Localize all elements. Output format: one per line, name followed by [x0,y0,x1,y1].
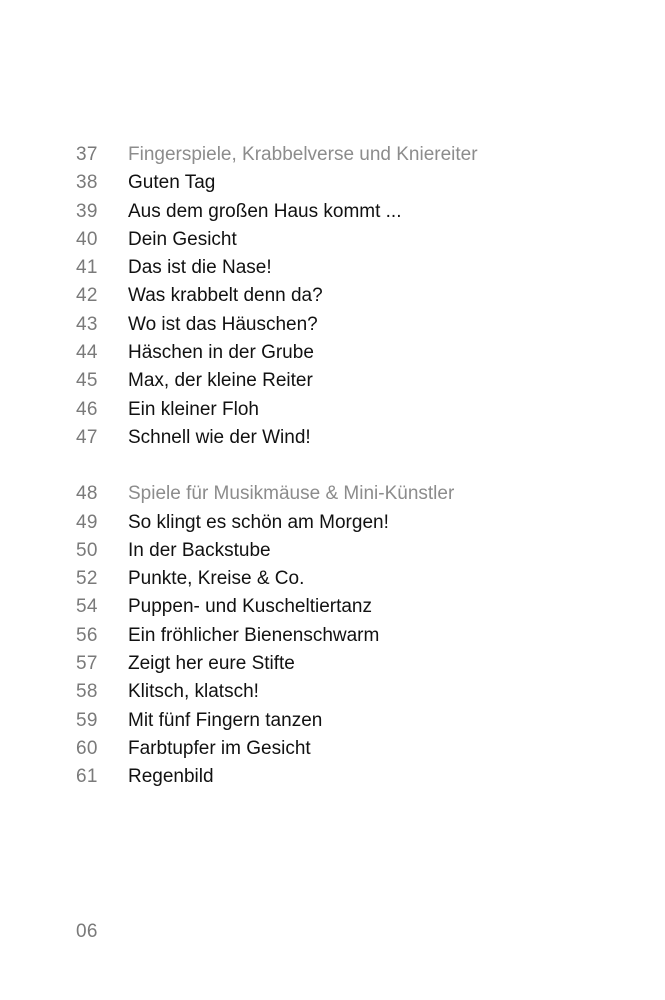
page-number: 44 [76,342,98,364]
toc-entry [76,169,596,197]
entry-title: Zeigt her eure Stifte [128,653,295,675]
toc-entry [76,678,596,706]
page-number: 60 [76,737,98,759]
section-heading [76,480,596,508]
toc-section-musikmaeuse [76,480,596,791]
page-number: 48 [76,483,98,505]
entry-title: Dein Gesicht [128,228,237,250]
page-number: 40 [76,228,98,250]
toc-entry [76,396,596,424]
section-title: Spiele für Musikmäuse & Mini-Künstler [128,483,455,505]
entry-title: Guten Tag [128,172,216,194]
toc-entry [76,424,596,452]
entry-title: Regenbild [128,766,214,788]
toc-entry [76,537,596,565]
page-number: 37 [76,144,98,165]
toc-entry [76,735,596,763]
toc-entry [76,339,596,367]
toc-entry [76,282,596,310]
page-number: 52 [76,568,98,590]
page-folio: 06 [76,921,98,942]
entry-title: Farbtupfer im Gesicht [128,737,311,759]
toc-entry [76,198,596,226]
section-title: Fingerspiele, Krabbelverse und Kniereiter [128,144,478,165]
page-number: 38 [76,172,98,194]
entry-title: Aus dem großen Haus kommt ... [128,200,402,222]
toc-entry [76,622,596,650]
page-number: 56 [76,624,98,646]
toc-entry [76,565,596,593]
entry-title: Klitsch, klatsch! [128,681,259,703]
toc-entry [76,254,596,282]
entry-title: In der Backstube [128,539,271,561]
page-number: 39 [76,200,98,222]
toc-entry [76,509,596,537]
page-number: 61 [76,766,98,788]
entry-title: Das ist die Nase! [128,257,272,279]
toc-entry [76,707,596,735]
entry-title: Was krabbelt denn da? [128,285,323,307]
toc-entry [76,226,596,254]
page-number: 41 [76,257,98,279]
entry-title: Wo ist das Häuschen? [128,313,318,335]
entry-title: Max, der kleine Reiter [128,370,313,392]
toc-entry [76,311,596,339]
page-number: 43 [76,313,98,335]
page-number: 59 [76,709,98,731]
page-number: 54 [76,596,98,618]
entry-title: Häschen in der Grube [128,342,314,364]
toc-entry [76,593,596,621]
page-number: 57 [76,653,98,675]
page-number: 42 [76,285,98,307]
entry-title: So klingt es schön am Morgen! [128,511,389,533]
page-number: 47 [76,426,98,448]
entry-title: Puppen- und Kuscheltiertanz [128,596,372,618]
entry-title: Ein fröhlicher Bienenschwarm [128,624,380,646]
table-of-contents [76,141,596,792]
toc-entry [76,650,596,678]
page-number: 45 [76,370,98,392]
entry-title: Mit fünf Fingern tanzen [128,709,323,731]
entry-title: Schnell wie der Wind! [128,426,311,448]
page-number: 50 [76,539,98,561]
toc-entry [76,367,596,395]
page-number: 49 [76,511,98,533]
entry-title: Ein kleiner Floh [128,398,259,420]
toc-entry [76,763,596,791]
page-number: 46 [76,398,98,420]
page-number: 58 [76,681,98,703]
entry-title: Punkte, Kreise & Co. [128,568,305,590]
toc-section-fingerspiele [76,141,596,452]
section-heading [76,141,596,169]
